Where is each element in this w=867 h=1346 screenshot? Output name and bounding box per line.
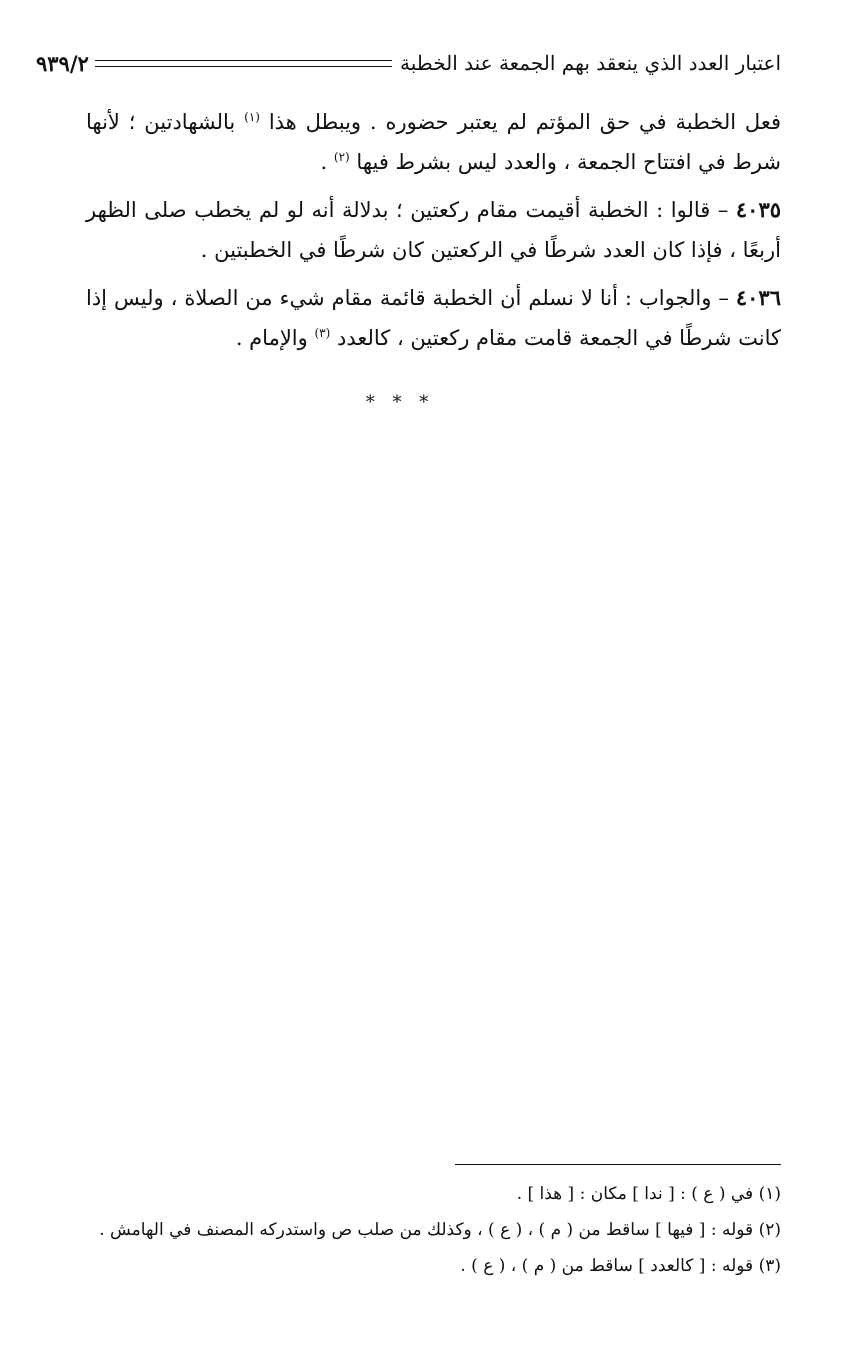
footnote-marker: (٢): [333, 150, 350, 164]
paragraph-text: فعل الخطبة في حق المؤتم لم يعتبر حضوره . ويبطل هذا: [268, 110, 781, 134]
footnotes: [30, 1176, 781, 1284]
paragraph-number: ٤٠٣٦: [735, 285, 781, 310]
paragraph-text: .: [320, 150, 328, 174]
section-separator: * * *: [365, 392, 435, 413]
paragraph-text: والإمام .: [235, 326, 308, 350]
paragraph-text: – قالوا : الخطبة أقيمت مقام ركعتين ؛ بدلالة أنه لو لم يخطب صلى الظهر أربعًا ، فإذا كان العدد شرطًا في الركعتين كان شرطًا في الخطبتين .: [86, 198, 781, 262]
chapter-title: اعتبار العدد الذي ينعقد بهم الجمعة عند الخطبة: [400, 51, 781, 75]
paragraph-continued: [86, 102, 781, 182]
footnote-2: (٢) قوله : [ فيها ] ساقط من ( م ) ، ( ع ) ، وكذلك من صلب ص واستدركه المصنف في الهامش .: [99, 1220, 781, 1240]
page-number: ٩٣٩/٢: [36, 50, 89, 76]
paragraph-number: ٤٠٣٥: [735, 197, 782, 222]
paragraph-text: – والجواب : أنا لا نسلم أن الخطبة قائمة مقام شيء من الصلاة ، وليس إذا كانت شرطًا في الجمعة قامت مقام ركعتين ، كالعدد: [86, 286, 781, 350]
running-header: [36, 46, 781, 80]
paragraph-text: بالشهادتين ؛ لأنها شرط في افتتاح الجمعة ، والعدد ليس بشرط فيها: [86, 110, 781, 174]
header-rule: [95, 60, 392, 67]
main-text: [86, 102, 781, 366]
footnote-rule: [455, 1164, 781, 1165]
paragraph-4036: [86, 278, 781, 358]
paragraph-4035: [86, 190, 781, 270]
footnote-1: (١) في ( ع ) : [ ندا ] مكان : [ هذا ] .: [516, 1184, 781, 1204]
footnote-marker: (٣): [314, 326, 331, 340]
footnote-marker: (١): [244, 110, 260, 124]
footnote-3: (٣) قوله : [ كالعدد ] ساقط من ( م ) ، ( ع ) .: [460, 1256, 781, 1276]
